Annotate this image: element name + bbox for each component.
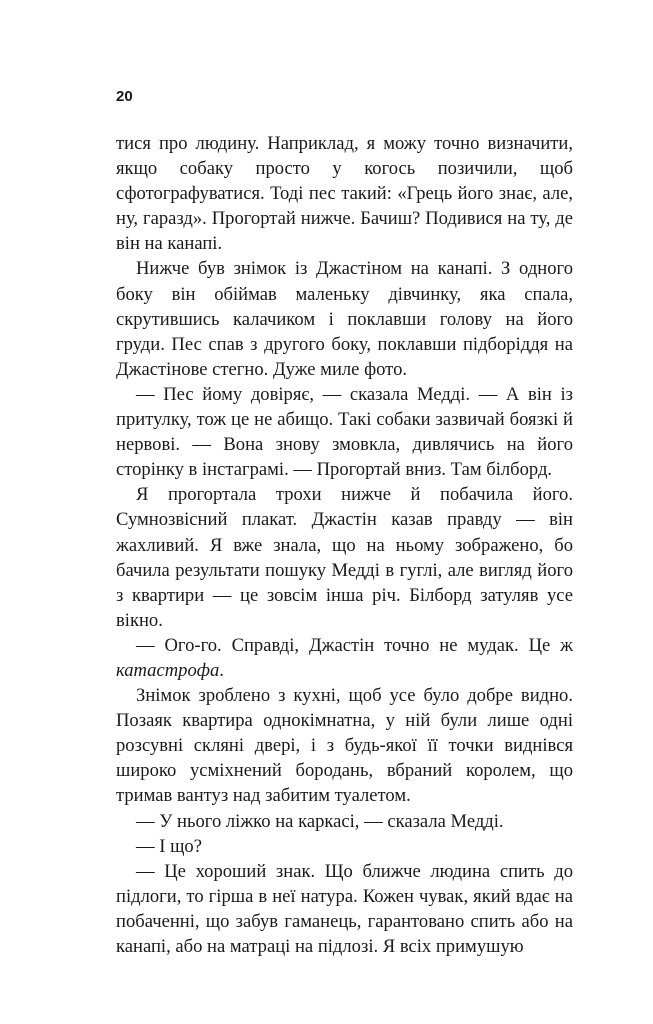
paragraph: — Це хороший знак. Що ближче людина спить до підлоги, то гірша в неї натура. Кожен чувак, який вдає на побаченні, що забув гаманець, гарантовано спить або на канапі, або на матраці на підлозі. Я всіх примушую: [116, 860, 573, 957]
paragraph: [116, 633, 573, 683]
paragraph: — Пес йому довіряє, — сказала Медді. — А він із притулку, тож це не абищо. Такі собаки зазвичай боязкі й нервові. — Вона знову змовкла, дивлячись на його сторінку в інстаграмі. — Прогортай вниз. Там білборд.: [116, 383, 573, 481]
paragraph-text: — Ого-го. Справді, Джастін точно не мудак. Це ж: [136, 634, 573, 656]
paragraph-italic-text: катастрофа: [116, 659, 220, 681]
paragraph: Нижче був знімок із Джастіном на канапі. З одного боку він обіймав маленьку дівчинку, яка спала, скрутившись калачиком і поклавши голову на його груди. Пес спав з другого боку, поклавши підборіддя на Джастінове стегно. Дуже миле фото.: [116, 258, 573, 380]
paragraph-text: .: [219, 659, 224, 681]
paragraph: — І що?: [136, 835, 202, 857]
paragraph: тися про людину. Наприклад, я можу точно визначити, якщо собаку просто у когось позичили, щоб сфотографуватися. Тоді пес такий: «Грець його знає, але, ну, гаразд». Прогортай нижче. Бачиш? Подивися на ту, де він на канапі.: [116, 133, 573, 255]
paragraph: Знімок зроблено з кухні, щоб усе було добре видно. Позаяк квартира однокімнатна, у ній були лише одні розсувні скляні двері, і з будь-якої її точки виднівся широко усміхнений бородань, вбраний королем, що тримав вантуз над забитим туалетом.: [116, 685, 573, 807]
page-number: 20: [116, 88, 133, 105]
body-text: [116, 131, 573, 959]
paragraph: — У нього ліжко на каркасі, — сказала Медді.: [136, 810, 504, 832]
paragraph: Я прогортала трохи нижче й побачила його. Сумнозвісний плакат. Джастін казав правду — він жахливий. Я вже знала, що на ньому зображено, бо бачила результати пошуку Медді в гуглі, але вигляд його з квартири — це зовсім інша річ. Білборд затуляв усе вікно.: [116, 484, 573, 631]
